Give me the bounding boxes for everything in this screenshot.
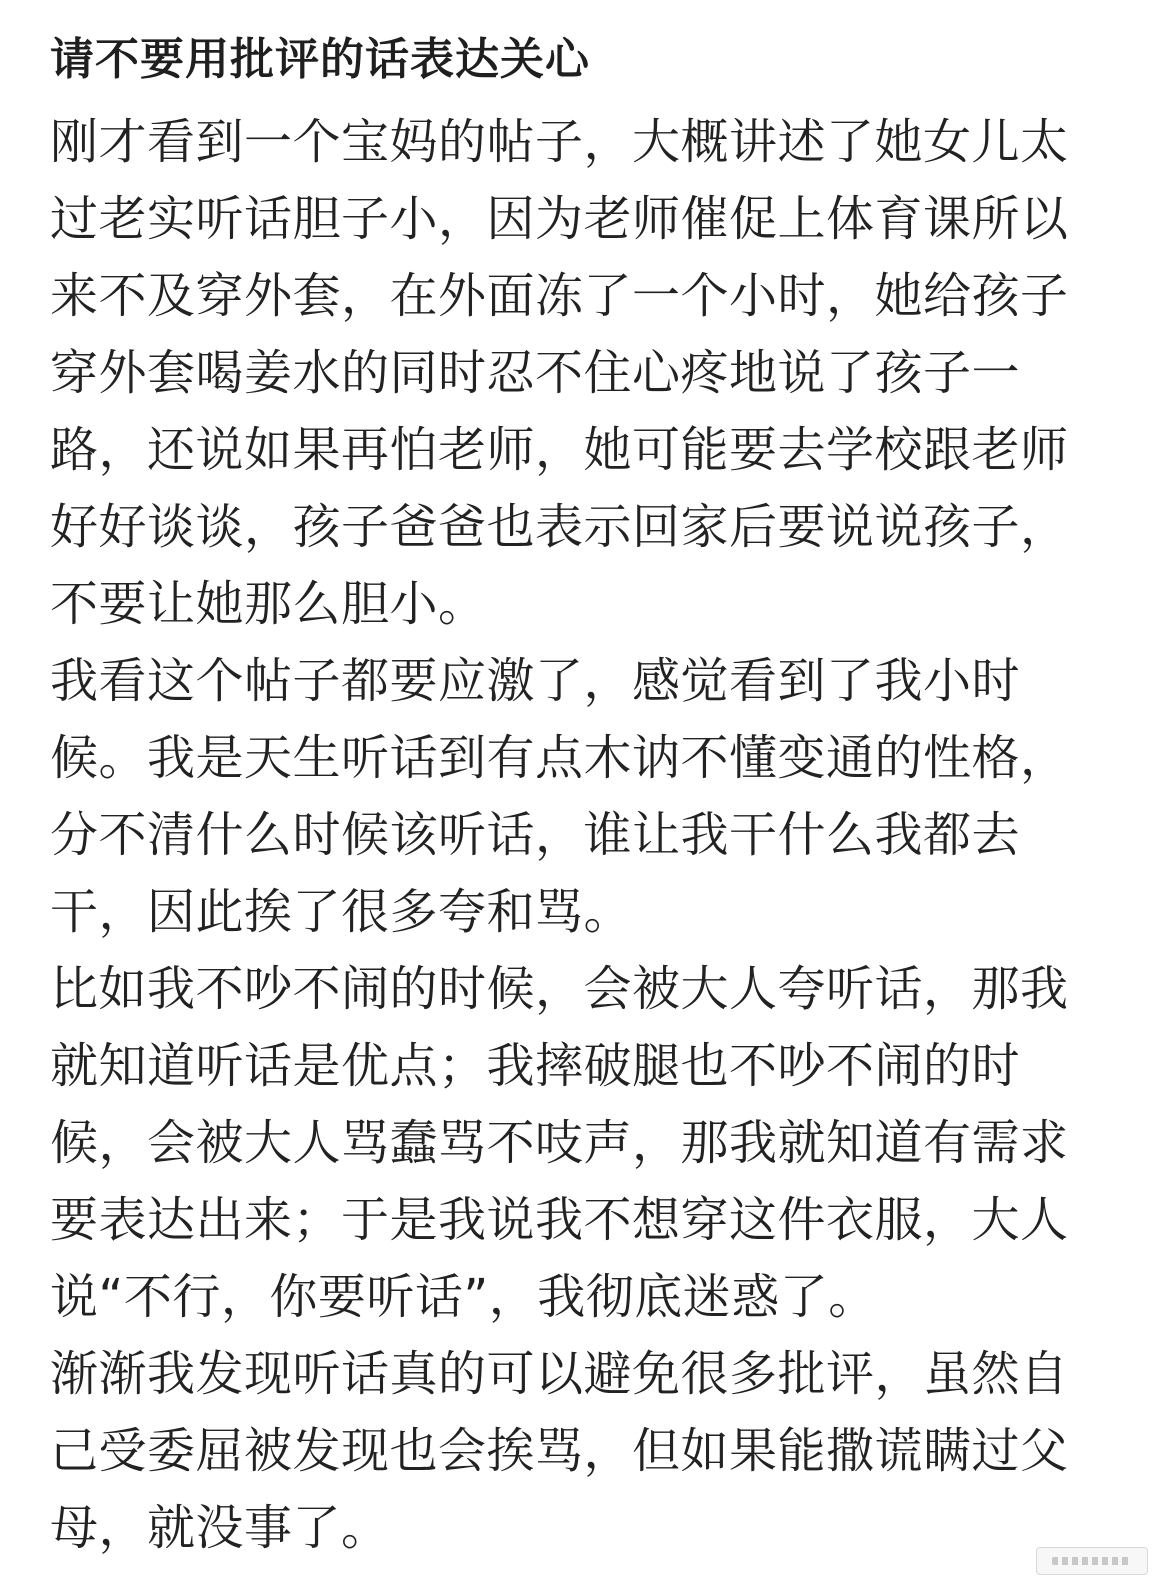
post-paragraph: 我看这个帖子都要应激了，感觉看到了我小时候。我是天生听话到有点木讷不懂变通的性格，分不清什么时候该听话，谁让我干什么我都去干，因此挨了很多夸和骂。 (50, 653, 1069, 940)
post-content (50, 28, 1080, 1567)
post-body (50, 104, 1080, 1567)
post-paragraph: 渐渐我发现听话真的可以避免很多批评，虽然自己受委屈被发现也会挨骂，但如果能撒谎瞒过父母，就没事了。 (50, 1346, 1069, 1556)
post-title: 请不要用批评的话表达关心 (50, 34, 590, 85)
post-paragraph: 刚才看到一个宝妈的帖子，大概讲述了她女儿太过老实听话胆子小，因为老师催促上体育课所以来不及穿外套，在外面冻了一个小时，她给孩子穿外套喝姜水的同时忍不住心疼地说了孩子一路，还说如果再怕老师，她可能要去学校跟老师好好谈谈，孩子爸爸也表示回家后要说说孩子，不要让她那么胆小。 (50, 114, 1069, 632)
watermark-bars (1052, 1557, 1132, 1565)
watermark-logo-icon (1036, 1547, 1148, 1575)
post-paragraph: 比如我不吵不闹的时候，会被大人夸听话，那我就知道听话是优点；我摔破腿也不吵不闹的时候，会被大人骂蠢骂不吱声，那我就知道有需求要表达出来；于是我说我不想穿这件衣服，大人说“不行，你要听话”，我彻底迷惑了。 (50, 961, 1069, 1325)
